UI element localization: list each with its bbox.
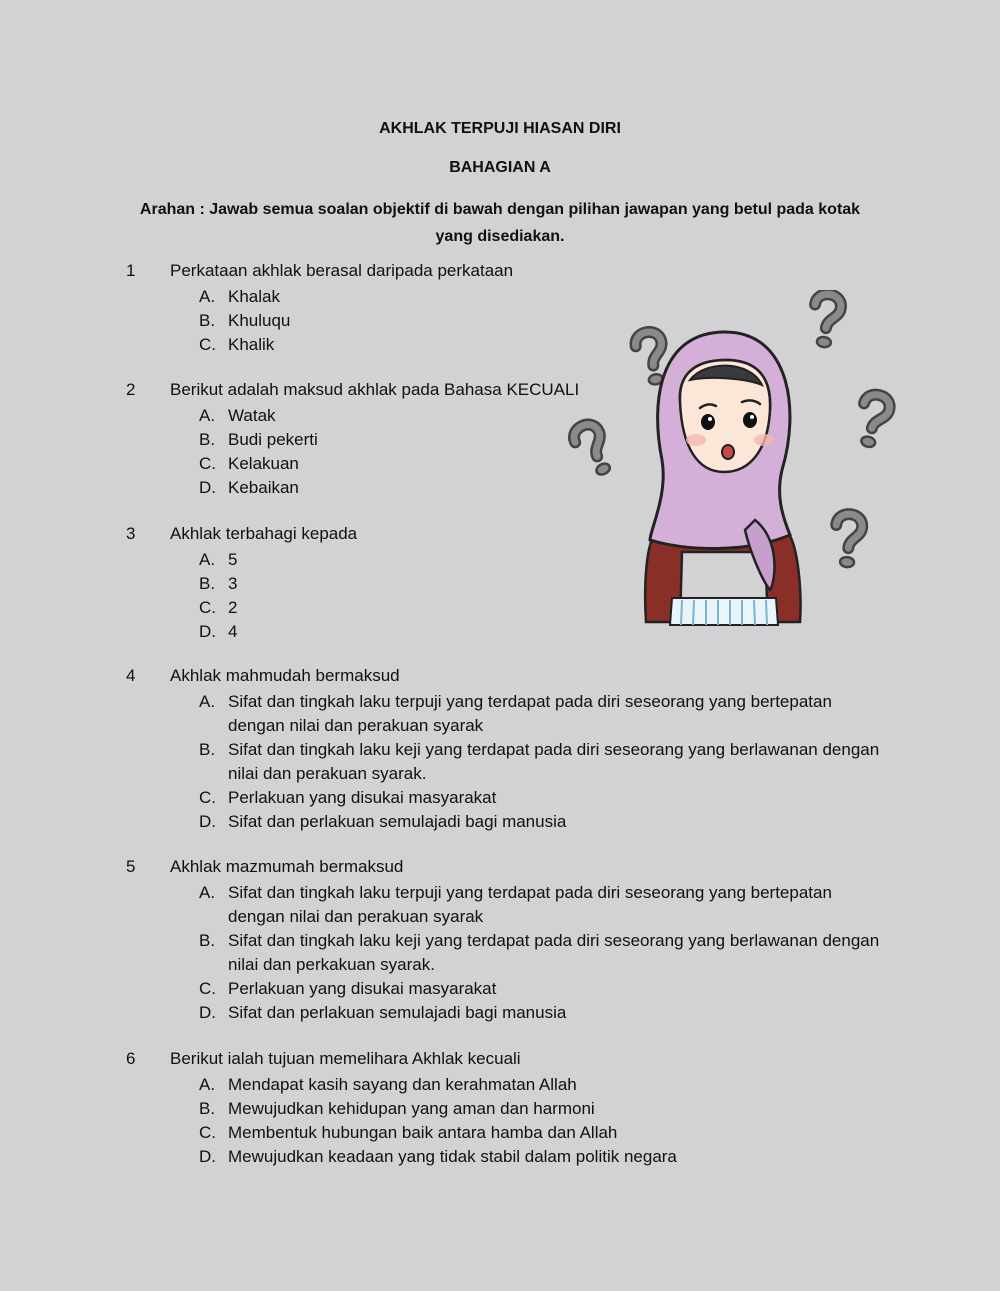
question-stem: Akhlak mazmumah bermaksud: [170, 857, 404, 876]
question-mark-icon: [853, 392, 892, 450]
option-letter: D.: [199, 478, 216, 497]
option-letter: D.: [199, 1003, 216, 1022]
option-text: 4: [228, 622, 238, 641]
option-text: 3: [228, 574, 238, 593]
option-text: Sifat dan tingkah laku terpuji yang terdapat pada diri seseorang yang bertepatan dengan nilai dan perakuan syarak: [228, 883, 832, 926]
option-a[interactable]: [199, 1073, 889, 1097]
option-text: Kebaikan: [228, 478, 299, 497]
option-letter: D.: [199, 1147, 216, 1166]
option-letter: B.: [199, 1099, 216, 1118]
option-letter: C.: [199, 1123, 216, 1142]
option-c[interactable]: [199, 786, 889, 810]
option-letter: A.: [199, 287, 216, 306]
option-text: Sifat dan tingkah laku keji yang terdapat pada diri seseorang yang berlawanan dengan nilai dan perakuan syarak.: [228, 740, 880, 783]
option-letter: C.: [199, 979, 216, 998]
question-stem: Berikut adalah maksud akhlak pada Bahasa KECUALI: [170, 380, 580, 399]
option-letter: C.: [199, 454, 216, 473]
option-letter: D.: [199, 622, 216, 641]
question-stem: Perkataan akhlak berasal daripada perkataan: [170, 261, 514, 280]
question-number: 2: [126, 380, 136, 399]
option-letter: B.: [199, 430, 216, 449]
option-a[interactable]: [199, 881, 889, 929]
option-c[interactable]: [199, 1121, 889, 1145]
question-number: 3: [126, 524, 136, 543]
option-text: Mewujudkan kehidupan yang aman dan harmoni: [228, 1099, 595, 1118]
question-number: 1: [126, 261, 136, 280]
option-text: Sifat dan perlakuan semulajadi bagi manusia: [228, 812, 567, 831]
question-number: 4: [126, 666, 136, 685]
question-number: 6: [126, 1049, 136, 1068]
option-text: Watak: [228, 406, 276, 425]
instruction-text: Arahan : Jawab semua soalan objektif di bawah dengan pilihan jawapan yang betul pada kotak yang disediakan.: [139, 201, 861, 245]
page-title: AKHLAK TERPUJI HIASAN DIRI: [379, 120, 621, 137]
option-letter: C.: [199, 788, 216, 807]
option-text: Khalak: [228, 287, 280, 306]
option-text: Sifat dan tingkah laku terpuji yang terdapat pada diri seseorang yang bertepatan dengan nilai dan perakuan syarak: [228, 692, 832, 735]
option-text: Perlakuan yang disukai masyarakat: [228, 788, 497, 807]
option-b[interactable]: [199, 1097, 889, 1121]
option-text: 2: [228, 598, 238, 617]
option-text: Khalik: [228, 335, 275, 354]
option-text: Mewujudkan keadaan yang tidak stabil dalam politik negara: [228, 1147, 677, 1166]
option-letter: A.: [199, 550, 216, 569]
option-list: [199, 1073, 889, 1169]
question-stem: Akhlak terbahagi kepada: [170, 524, 358, 543]
option-d[interactable]: [199, 1001, 889, 1025]
question-mark-icon: [570, 421, 616, 480]
option-list: [199, 881, 889, 1025]
option-d[interactable]: [199, 810, 889, 834]
option-text: Mendapat kasih sayang dan kerahmatan Allah: [228, 1075, 577, 1094]
question-number: 5: [126, 857, 136, 876]
option-letter: A.: [199, 692, 216, 711]
option-c[interactable]: [199, 977, 889, 1001]
option-b[interactable]: [199, 929, 889, 977]
option-letter: A.: [199, 406, 216, 425]
section-heading: BAHAGIAN A: [449, 159, 551, 176]
option-text: Membentuk hubungan baik antara hamba dan Allah: [228, 1123, 618, 1142]
option-letter: B.: [199, 311, 216, 330]
option-list: [199, 690, 889, 834]
option-letter: C.: [199, 335, 216, 354]
option-letter: D.: [199, 812, 216, 831]
option-text: Kelakuan: [228, 454, 299, 473]
question-stem: Berikut ialah tujuan memelihara Akhlak kecuali: [170, 1049, 521, 1068]
option-b[interactable]: [199, 738, 889, 786]
option-text: Sifat dan tingkah laku keji yang terdapat pada diri seseorang yang berlawanan dengan nilai dan perkakuan syarak.: [228, 931, 880, 974]
question-mark-icon: [809, 293, 842, 349]
option-letter: B.: [199, 574, 216, 593]
option-text: Budi pekerti: [228, 430, 318, 449]
option-text: 5: [228, 550, 238, 569]
option-letter: A.: [199, 1075, 216, 1094]
option-a[interactable]: [199, 690, 889, 738]
option-letter: B.: [199, 740, 216, 759]
option-text: Perlakuan yang disukai masyarakat: [228, 979, 497, 998]
option-text: Sifat dan perlakuan semulajadi bagi manusia: [228, 1003, 567, 1022]
option-d[interactable]: [199, 1145, 889, 1169]
option-letter: C.: [199, 598, 216, 617]
option-letter: A.: [199, 883, 216, 902]
confused-girl-illustration: [550, 290, 900, 630]
option-letter: B.: [199, 931, 216, 950]
question-mark-icon: [833, 513, 864, 568]
question-stem: Akhlak mahmudah bermaksud: [170, 666, 400, 685]
option-text: Khuluqu: [228, 311, 291, 330]
